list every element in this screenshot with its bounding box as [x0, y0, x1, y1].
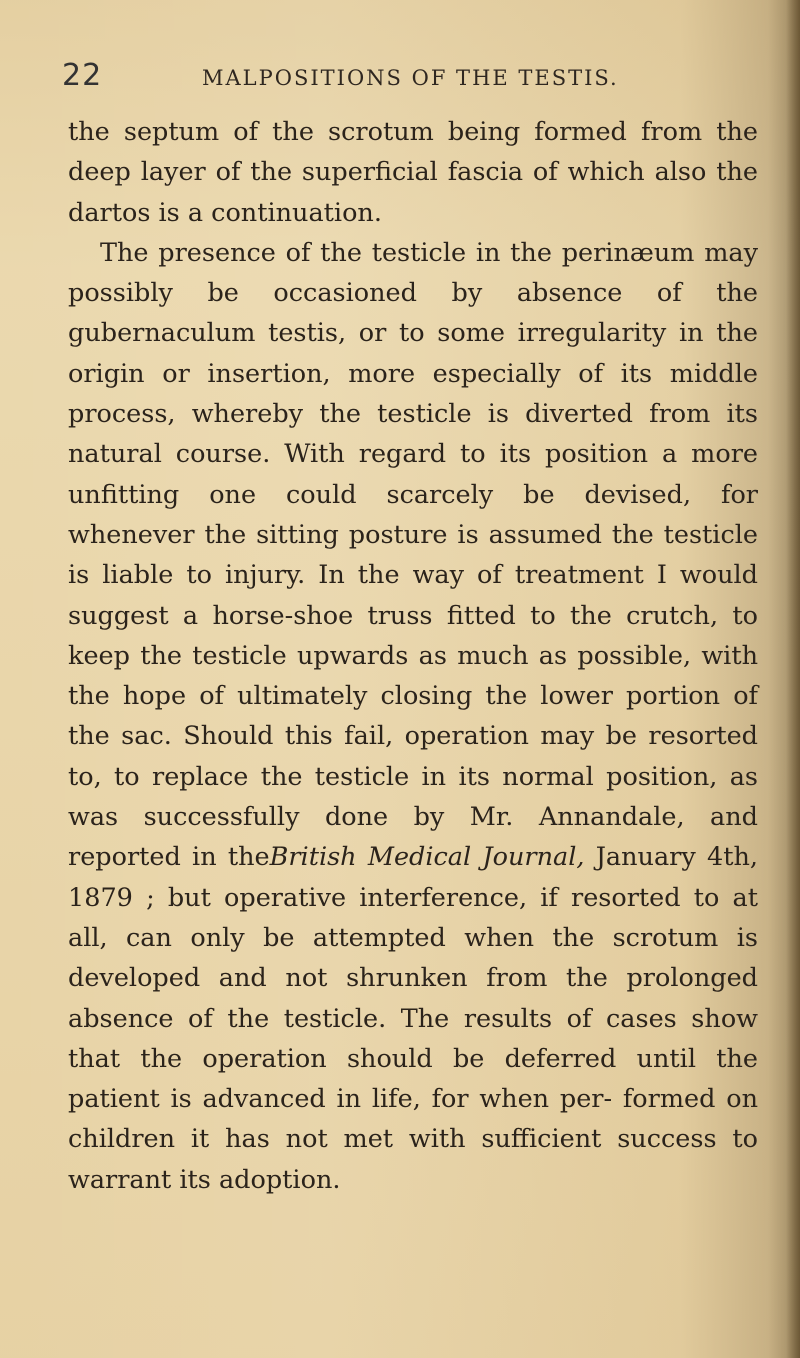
- page-number: 22: [62, 58, 103, 93]
- body-text: [68, 112, 758, 1200]
- paragraph-1: the septum of the scrotum being formed from the deep layer of the superficial fascia of which also the dartos is a continuation.: [68, 117, 758, 228]
- page-edge-shadow: [786, 0, 800, 1358]
- paragraph-2-text-start: The presence of the testicle in the perinæum may possibly be occasioned by absence of the gubernaculum testis, or to some irregularity in the origin or insertion, more especially of its middle process, whereby the testicle is diverted from its natural course. With regard to its position a more unfitting one could scarcely be devised, for whenever the sitting posture is assumed the testicle is liable to injury. In the way of treatment I would suggest a horse-shoe truss fitted to the crutch, to keep the testicle upwards as much as possible, with the hope of ultimately closing the lower portion of the sac. Should this fail, operation may be resorted to, to replace the testicle in its normal position, as was successfully done by Mr. Annandale, and reported in the: [68, 237, 758, 873]
- paragraph-2-text-end: January 4th, 1879 ; but operative interference, if resorted to at all, can only be attempted when the scrotum is developed and not shrunken from the prolonged absence of the testicle. The results of cases show that the operation should be deferred until the patient is advanced in life, for when per- formed on children it has not met with sufficient success to warrant its adoption.: [68, 842, 758, 1195]
- paragraph-2: [68, 233, 758, 1200]
- journal-title: British Medical Journal,: [269, 842, 585, 873]
- page-header: [62, 58, 762, 98]
- running-head: MALPOSITIONS OF THE TESTIS.: [202, 66, 619, 90]
